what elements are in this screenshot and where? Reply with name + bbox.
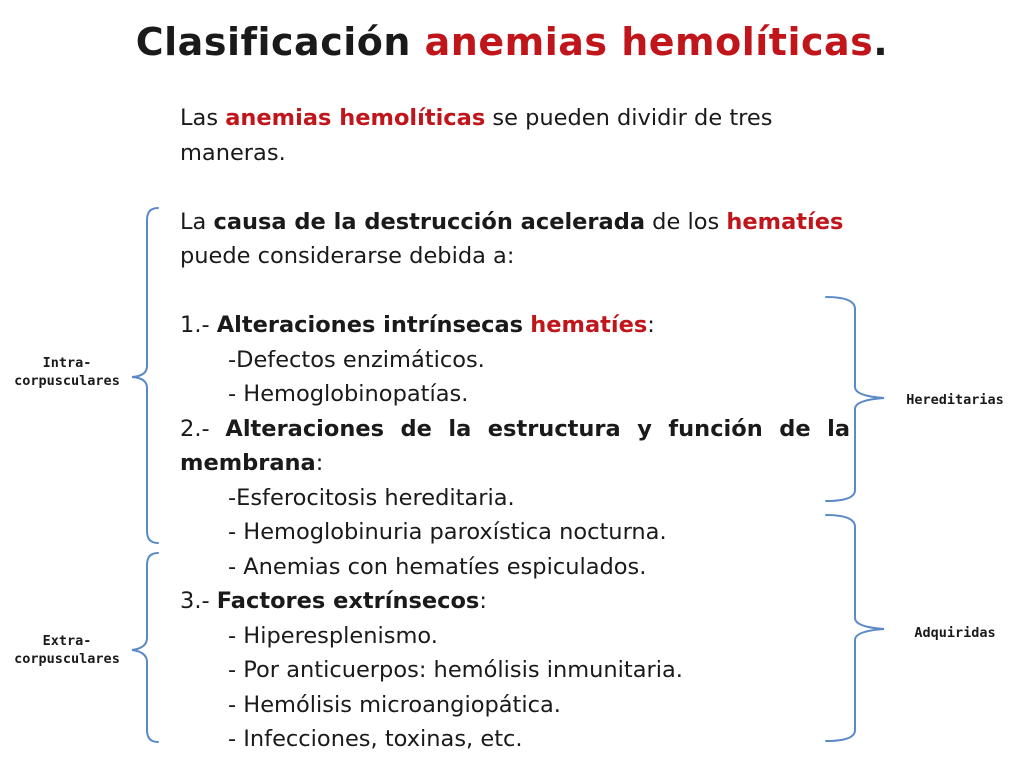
group-1-colon: : [647,312,655,338]
list-item: - Hemólisis microangiopática. [228,691,561,718]
label-extra-line-2: corpusculares [14,651,120,667]
label-hereditarias: Hereditarias [906,392,1004,408]
group-2-title: Alteraciones de la estructura y función de la [225,415,850,442]
list-item: - Hemoglobinopatías. [228,381,469,407]
group-3-title: Factores extrínsecos [216,588,480,614]
cause-bold: causa de la destrucción acelerada [213,208,646,235]
cause-text-1: La [180,208,207,235]
intro-highlight: anemias hemolíticas [225,105,486,131]
right-bracket-hereditarias [826,297,884,501]
group-2-number: 2.- [180,415,210,442]
cause-text-2: de los [652,208,720,235]
group-3-number: 3.- [180,588,210,614]
label-intra-line-2: corpusculares [14,373,120,389]
title-highlight: anemias hemolíticas [424,20,874,64]
group-1-highlight: hematíes [530,312,648,338]
list-item: - Hemoglobinuria paroxística nocturna. [228,519,667,545]
label-intra-line-1: Intra- [42,355,92,371]
label-extracorpusculares [8,632,126,668]
label-intracorpusculares [8,354,126,390]
intro-line-2: maneras. [180,139,286,166]
group-3-colon: : [479,588,487,614]
group-1-number: 1.- [180,312,210,338]
right-bracket-adquiridas [826,515,884,741]
left-bracket-extra [132,553,158,742]
cause-highlight: hematíes [726,208,844,235]
group-2-colon: : [315,450,324,476]
group-2-title-2: membrana [180,450,316,476]
list-item: - Hiperesplenismo. [228,622,438,649]
title-suffix: . [873,20,889,64]
list-item: - Por anticuerpos: hemólisis inmunitaria. [228,657,683,683]
list-item: - Infecciones, toxinas, etc. [228,726,523,752]
label-extra-line-1: Extra- [42,633,92,649]
left-bracket-intra [132,208,158,543]
group-1-title: Alteraciones intrínsecas [216,312,524,338]
title-prefix: Clasificación [135,20,411,64]
cause-line-2: puede considerarse debida a: [180,243,515,269]
label-adquiridas: Adquiridas [914,625,996,641]
intro-text-1: Las [180,105,219,131]
intro-text-2: se pueden dividir de tres [492,105,773,131]
list-item: -Defectos enzimáticos. [228,346,485,373]
list-item: - Anemias con hematíes espiculados. [228,553,647,580]
list-item: -Esferocitosis hereditaria. [228,484,515,511]
